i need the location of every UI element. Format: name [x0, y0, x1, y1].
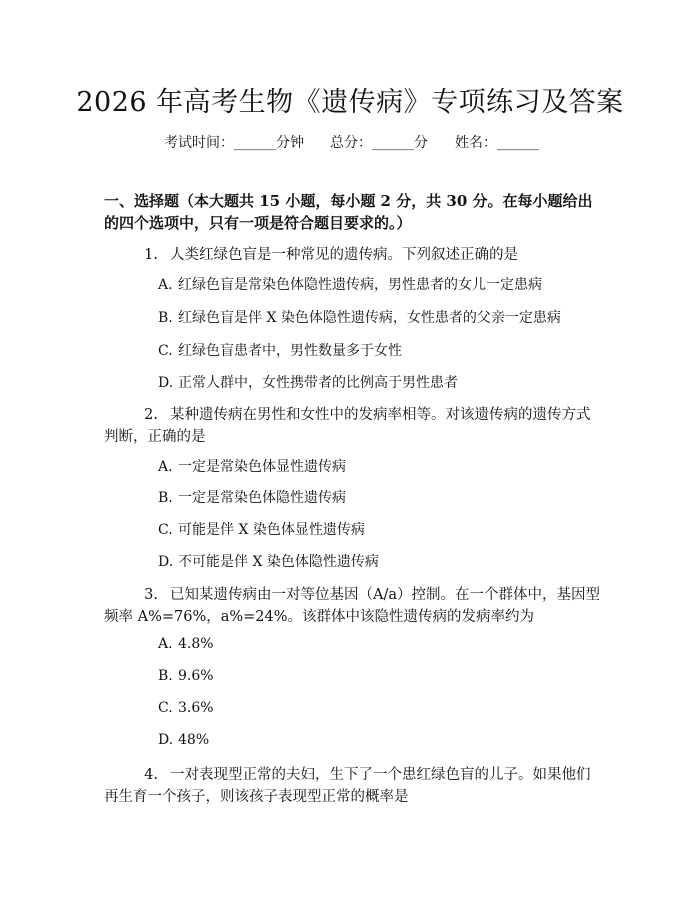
question-1-option-c — [158, 340, 402, 360]
question-4-stem — [104, 764, 604, 808]
question-1-option-b — [158, 307, 561, 327]
question-text: 已知某遗传病由一对等位基因（A/a）控制。在一个群体中，基因型频率 A%=76%，a%=24%。该群体中该隐性遗传病的发病率约为 — [104, 587, 600, 625]
option-text: 可能是伴 X 染色体显性遗传病 — [178, 522, 365, 538]
option-label: B. — [158, 490, 173, 506]
option-label: A. — [158, 277, 173, 293]
question-number: 3. — [144, 587, 158, 603]
question-2-option-d — [158, 551, 379, 571]
option-text: 4.8% — [178, 636, 214, 652]
question-3-stem — [104, 584, 604, 628]
option-label: B. — [158, 668, 173, 684]
question-text: 人类红绿色盲是一种常见的遗传病。下列叙述正确的是 — [170, 247, 518, 263]
option-label: C. — [158, 700, 173, 716]
question-text: 一对表现型正常的夫妇，生下了一个患红绿色盲的儿子。如果他们再生育一个孩子，则该孩子表现型正常的概率是 — [104, 767, 591, 805]
option-label: B. — [158, 310, 173, 326]
question-3-option-c — [158, 700, 214, 716]
option-text: 不可能是伴 X 染色体隐性遗传病 — [178, 554, 379, 570]
option-label: D. — [158, 375, 174, 391]
page-title: 2026 年高考生物《遗传病》专项练习及答案 — [76, 87, 624, 118]
question-2-stem — [104, 404, 604, 448]
option-label: C. — [158, 343, 173, 359]
option-text: 正常人群中，女性携带者的比例高于男性患者 — [178, 375, 458, 391]
question-text: 某种遗传病在男性和女性中的发病率相等。对该遗传病的遗传方式判断，正确的是 — [104, 407, 591, 445]
option-text: 48% — [178, 732, 210, 748]
question-1-option-d — [158, 372, 458, 392]
total-score-label: 总分：______分 — [330, 135, 428, 151]
question-number: 1. — [144, 247, 158, 263]
section-heading: 一、选择题（本大题共 15 小题，每小题 2 分，共 30 分。在每小题给出的四个选项中，只有一项是符合题目要求的。） — [104, 192, 593, 232]
question-2-option-b — [158, 487, 346, 507]
option-label: A. — [158, 459, 173, 475]
question-number: 2. — [144, 407, 158, 423]
question-3-option-d — [158, 732, 209, 748]
option-text: 3.6% — [178, 700, 214, 716]
question-3-option-a — [158, 636, 214, 652]
question-3-option-b — [158, 668, 214, 684]
option-label: C. — [158, 522, 173, 538]
exam-time-label: 考试时间：______分钟 — [164, 135, 304, 151]
option-text: 红绿色盲患者中，男性数量多于女性 — [178, 343, 402, 359]
question-1-option-a — [158, 274, 542, 294]
option-text: 红绿色盲是常染色体隐性遗传病，男性患者的女儿一定患病 — [178, 277, 542, 293]
question-1-stem — [104, 244, 604, 266]
option-label: A. — [158, 636, 173, 652]
option-label: D. — [158, 732, 174, 748]
option-text: 红绿色盲是伴 X 染色体隐性遗传病，女性患者的父亲一定患病 — [178, 310, 561, 326]
question-2-option-c — [158, 519, 365, 539]
question-number: 4. — [144, 767, 158, 783]
option-text: 9.6% — [178, 668, 214, 684]
option-label: D. — [158, 554, 174, 570]
student-name-label: 姓名：______ — [455, 135, 539, 151]
option-text: 一定是常染色体隐性遗传病 — [178, 490, 346, 506]
option-text: 一定是常染色体显性遗传病 — [178, 459, 346, 475]
question-2-option-a — [158, 456, 346, 476]
